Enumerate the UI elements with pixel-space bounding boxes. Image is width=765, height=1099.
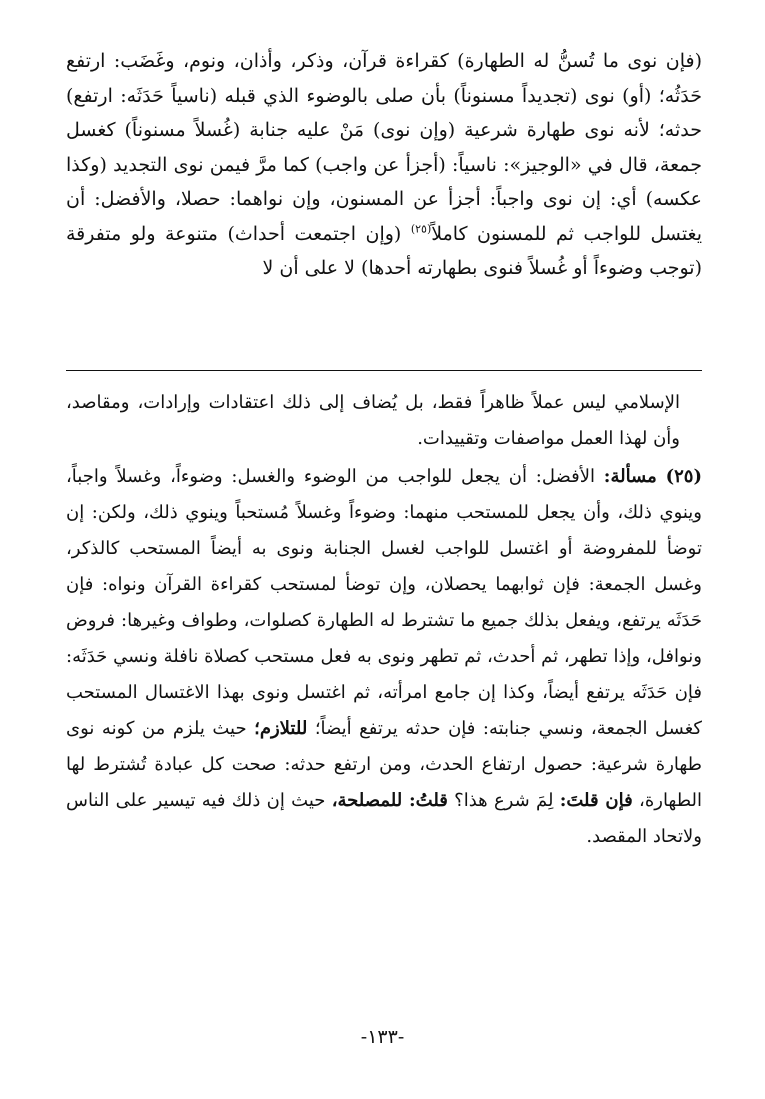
page-number: -١٣٣-	[360, 1026, 405, 1048]
footnote-number: (٢٥)	[665, 466, 702, 487]
footnotes-section	[66, 385, 702, 855]
main-text-paragraph	[66, 44, 702, 286]
footnote-label: مسألة:	[603, 466, 657, 487]
main-text-body: (فإن نوى ما تُسنُّ له الطهارة) كقراءة قرآن، وذكر، وأذان، ونوم، وغَضَب: ارتفع حَدَثُه؛ (أو) نوى (تجديداً مسنوناً) بأن صلى بالوضوء الذي قبله (ناسياً حَدَثَه: ارتفع) حدثه؛ لأنه نوى طهارة شرعية (وإن نوى) مَنْ عليه جنابة (غُسلاً مسنوناً) كغسل جمعة، قال في «الوجيز»: ناسياً: (أجزأ عن واجب) كما مرَّ فيمن نوى التجديد (وكذا عكسه) أي: إن نوى واجباً: أجزأ عن المسنون، وإن نواهما: حصلا، والأفضل: أن يغتسل للواجب ثم للمسنون كاملاً	[66, 50, 703, 245]
footnote-25	[66, 459, 702, 855]
footnote-bold-2: فإن قلتَ:	[559, 790, 633, 811]
footnote-continuation: الإسلامي ليس عملاً ظاهراً فقط، بل يُضاف إلى ذلك اعتقادات وإرادات، ومقاصد، وأن لهذا العمل مواصفات وتقييدات.	[66, 392, 680, 449]
main-text-body-end: (وإن اجتمعت أحداث) متنوعة ولو متفرقة (توجب وضوءاً أو غُسلاً فنوى بطهارته أحدها) لا على أن لا	[66, 222, 702, 279]
footnote-bold-1: للتلازم؛	[254, 718, 308, 739]
footnote-bold-3: قلتُ: للمصلحة،	[331, 790, 448, 811]
footnote-reference-25[interactable]: (٢٥)	[410, 222, 432, 236]
footnote-text-part-2: حيث يلزم من كونه نوى طهارة شرعية: حصول ارتفاع الحدث، ومن ارتفع حدثه: صحت كل عبادة تُشترط لها الطهارة،	[66, 718, 702, 811]
footnote-text-part-4: حيث إن ذلك فيه تيسير على الناس ولاتحاد المقصد.	[66, 790, 702, 847]
footnote-text-part-1: الأفضل: أن يجعل للواجب من الوضوء والغسل: وضوءاً، وغسلاً واجباً، وينوي ذلك، وأن يجعل للمستحب منهما: وضوءاً وغسلاً مُستحباً وينوي ذلك، ولكن: إن توضأ للمفروضة أو اغتسل للواجب لغسل الجنابة ونوى به أيضاً المستحب كالذكر، وغسل الجمعة: فإن ثوابهما يحصلان، وإن توضأ لمستحب كقراءة القرآن ونواه: فإن حَدَثَه يرتفع، ويفعل بذلك جميع ما تشترط له الطهارة كصلوات، وطواف وغيرها: فروض ونوافل، وإذا تطهر، ثم أحدث، ثم تطهر ونوى به فعل مستحب كصلاة نافلة ونسي حَدَثَه: فإن حَدَثَه يرتفع أيضاً، وكذا إن جامع امرأته، ثم اغتسل ونوى بهذا الاغتسال المستحب كغسل الجمعة، ونسي جنابته: فإن حدثه يرتفع أيضاً؛	[66, 466, 702, 739]
footnote-text-part-3: لِمَ شرع هذا؟	[447, 790, 560, 811]
footnote-divider	[66, 370, 702, 371]
